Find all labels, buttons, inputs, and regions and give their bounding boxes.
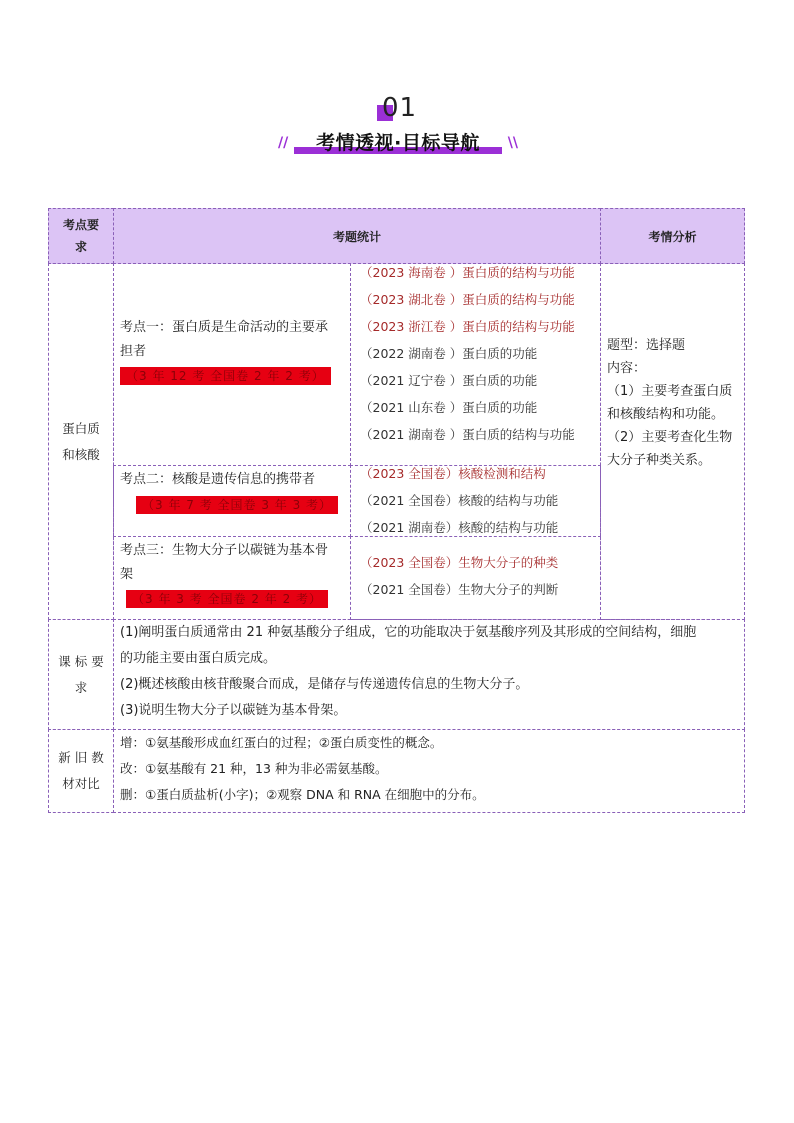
point-3-title-line2: 架 bbox=[120, 567, 134, 582]
list-item: （2023 全国卷）核酸检测和结构 bbox=[360, 466, 546, 481]
point-1-title-line1: 考点一：蛋白质是生命活动的主要承 bbox=[120, 320, 329, 335]
list-item: （2021 湖南卷 ）蛋白质的结构与功能 bbox=[360, 427, 575, 442]
col-header-req-line1: 考点要 bbox=[62, 218, 99, 232]
section-number-text: 01 bbox=[382, 93, 418, 123]
analysis-line: （1）主要考查蛋白质 bbox=[607, 384, 733, 399]
list-item: （2021 全国卷）生物大分子的判断 bbox=[360, 582, 559, 597]
list-item: （2021 湖南卷）核酸的结构与功能 bbox=[360, 520, 559, 535]
list-item: （2021 全国卷）核酸的结构与功能 bbox=[360, 493, 559, 508]
point-3-cell bbox=[113, 536, 351, 620]
list-item: （2021 辽宁卷 ）蛋白质的功能 bbox=[360, 373, 538, 388]
point-3-items bbox=[350, 536, 601, 620]
point-1-tag: （3 年 12 考 全国卷 2 年 2 考） bbox=[120, 367, 331, 385]
standard-content-cell bbox=[113, 619, 745, 730]
standard-label bbox=[58, 649, 103, 701]
list-item: （2021 山东卷 ）蛋白质的功能 bbox=[360, 400, 538, 415]
analysis-line: （2）主要考查化生物 bbox=[607, 430, 733, 445]
col-header-req-line2: 求 bbox=[74, 240, 87, 254]
standard-line: 的功能主要由蛋白质完成。 bbox=[120, 651, 277, 666]
topic-label-line2: 和核酸 bbox=[62, 446, 100, 462]
standard-label-line1: 课 标 要 bbox=[58, 653, 104, 669]
compare-content-cell bbox=[113, 729, 745, 813]
analysis-text bbox=[607, 334, 740, 472]
title-right-mark: \\ bbox=[507, 135, 518, 151]
section-title bbox=[278, 127, 518, 159]
point-1-cell bbox=[113, 263, 351, 466]
standard-label-line2: 求 bbox=[74, 679, 88, 695]
standard-line: (1)阐明蛋白质通常由 21 种氨基酸分子组成，它的功能取决于氨基酸序列及其形成的空间结构，细胞 bbox=[120, 625, 697, 640]
topic-label-line1: 蛋白质 bbox=[62, 420, 100, 436]
analysis-line: 大分子种类关系。 bbox=[607, 453, 712, 468]
analysis-line: 内容： bbox=[607, 361, 647, 376]
standard-text bbox=[120, 620, 738, 724]
standard-line: (2)概述核酸由核苷酸聚合而成，是储存与传递遗传信息的生物大分子。 bbox=[120, 677, 529, 692]
col-header-statistics: 考题统计 bbox=[113, 208, 601, 264]
point-1-items bbox=[350, 263, 601, 466]
col-header-requirements bbox=[48, 208, 114, 264]
topic-label-cell bbox=[48, 263, 114, 620]
exam-analysis-table bbox=[48, 208, 745, 813]
list-item: （2023 海南卷 ）蛋白质的结构与功能 bbox=[360, 265, 575, 280]
analysis-cell bbox=[600, 263, 745, 620]
point-2-title: 考点二：核酸是遗传信息的携带者 bbox=[120, 472, 316, 487]
compare-line: 删：①蛋白质盐析(小字)；②观察 DNA 和 RNA 在细胞中的分布。 bbox=[120, 787, 485, 802]
point-2-tag: （3 年 7 考 全国卷 3 年 3 考） bbox=[136, 496, 338, 514]
list-item: （2023 湖北卷 ）蛋白质的结构与功能 bbox=[360, 292, 575, 307]
point-2-cell bbox=[113, 465, 351, 537]
section-title-text: 考情透视·目标导航 bbox=[316, 132, 480, 154]
compare-text bbox=[120, 730, 738, 808]
standard-label-cell bbox=[48, 619, 114, 730]
compare-line: 增：①氨基酸形成血红蛋白的过程；②蛋白质变性的概念。 bbox=[120, 735, 443, 750]
point-1-title bbox=[120, 316, 350, 364]
topic-label bbox=[62, 416, 100, 468]
point-1-title-line2: 担者 bbox=[120, 344, 147, 359]
point-3-title-line1: 考点三：生物大分子以碳链为基本骨 bbox=[120, 543, 329, 558]
point-3-title bbox=[120, 539, 350, 587]
compare-label bbox=[58, 745, 103, 797]
compare-label-line2: 材对比 bbox=[62, 776, 100, 791]
compare-line: 改：①氨基酸有 21 种，13 种为非必需氨基酸。 bbox=[120, 761, 388, 776]
point-3-tag: （3 年 3 考 全国卷 2 年 2 考） bbox=[126, 590, 328, 608]
list-item: （2023 全国卷）生物大分子的种类 bbox=[360, 555, 559, 570]
compare-label-cell bbox=[48, 729, 114, 813]
standard-line: (3)说明生物大分子以碳链为基本骨架。 bbox=[120, 703, 347, 718]
analysis-line: 和核酸结构和功能。 bbox=[607, 407, 725, 422]
list-item: （2023 浙江卷 ）蛋白质的结构与功能 bbox=[360, 319, 575, 334]
list-item: （2022 湖南卷 ）蛋白质的功能 bbox=[360, 346, 538, 361]
title-left-mark: // bbox=[278, 135, 289, 151]
compare-label-line1: 新 旧 教 bbox=[58, 750, 104, 765]
section-number bbox=[377, 93, 417, 123]
analysis-line: 题型：选择题 bbox=[607, 338, 686, 353]
point-2-items bbox=[350, 465, 601, 537]
col-header-analysis: 考情分析 bbox=[600, 208, 745, 264]
